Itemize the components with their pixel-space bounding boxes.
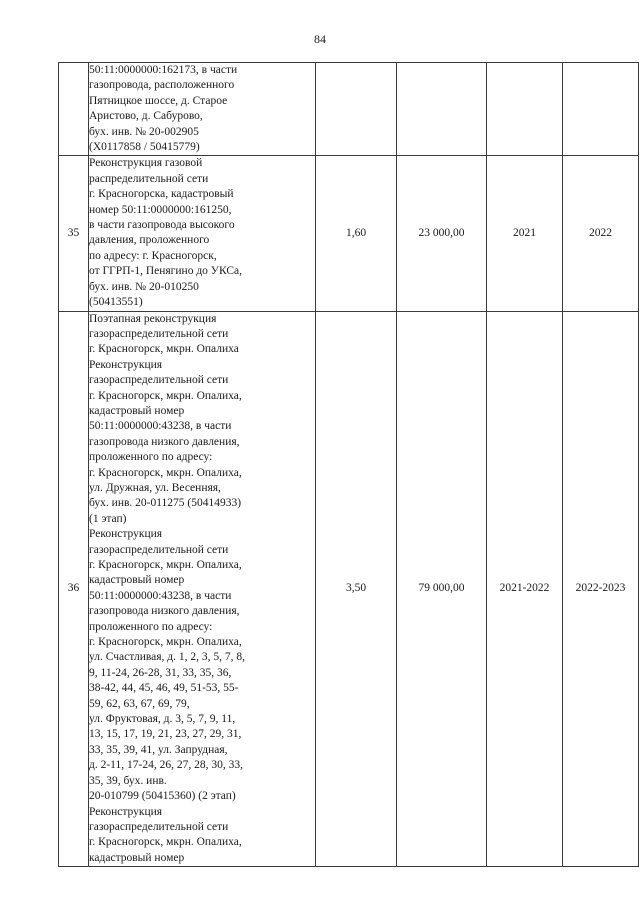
table-row [59, 63, 639, 156]
object-description-cell [89, 63, 316, 156]
description-line: бух. инв. № 20-002905 [89, 125, 199, 138]
cost-cell: 23 000,00 [397, 156, 487, 311]
description-line: бух. инв. 20-011275 (50414933) [89, 497, 242, 510]
description-line: газопровода низкого давления, [89, 435, 240, 448]
description-line: проложенного по адресу: [89, 451, 213, 464]
description-line: газораспределительной сети [89, 374, 229, 387]
description-line: 20-010799 (50415360) (2 этап) [89, 790, 236, 803]
description-line: газопровода низкого давления, [89, 605, 240, 618]
description-line: газораспределительной сети [89, 820, 229, 833]
row-number-cell: 35 [59, 156, 89, 311]
description-line: кадастровый номер [89, 574, 185, 587]
description-line: г. Красногорск, мкрн. Опалиха [89, 343, 239, 356]
description-line: газораспределительной сети [89, 327, 229, 340]
description-line: по адресу: г. Красногорск, [89, 249, 217, 262]
end-year-cell [563, 63, 639, 156]
start-year-cell: 2021-2022 [487, 311, 563, 867]
description-line: Реконструкция [89, 528, 163, 541]
cost-cell [397, 63, 487, 156]
investment-table [58, 62, 639, 867]
description-line: бух. инв. № 20-010250 [89, 280, 199, 293]
description-line: 38-42, 44, 45, 46, 49, 51-53, 55- [89, 682, 239, 695]
description-line: 50:11:0000000:162173, в части [89, 64, 238, 76]
description-line: ул. Счастливая, д. 1, 2, 3, 5, 7, 8, [89, 651, 246, 664]
description-line: давления, проложенного [89, 234, 210, 247]
row-number-cell [59, 63, 89, 156]
description-line: кадастровый номер [89, 404, 185, 417]
description-line: г. Красногорск, мкрн. Опалиха, [89, 559, 242, 571]
page-number: 84 [314, 32, 326, 46]
row-number-cell: 36 [59, 311, 89, 867]
end-year-cell: 2022-2023 [563, 311, 639, 867]
description-line: проложенного по адресу: [89, 620, 213, 633]
description-line: 50:11:0000000:43238, в части [89, 420, 232, 433]
length-cell [316, 63, 397, 156]
description-line: (Х0117858 / 50415779) [89, 141, 200, 154]
description-line: в части газопровода высокого [89, 219, 235, 232]
description-line: г. Красногорск, мкрн. Опалиха, [89, 636, 242, 649]
description-line: (1 этап) [89, 512, 127, 525]
description-line: 33, 35, 39, 41, ул. Запрудная, [89, 743, 228, 756]
description-line: Поэтапная реконструкция [89, 312, 217, 325]
object-description-cell [89, 311, 316, 867]
table-row [59, 156, 639, 311]
object-description-cell [89, 156, 316, 311]
description-line: ул. Дружная, ул. Весенняя, [89, 481, 221, 494]
description-line: г. Красногорск, мкрн. Опалиха, [89, 389, 242, 402]
description-line: газораспределительной сети [89, 543, 229, 556]
description-line: 50:11:0000000:43238, в части [89, 589, 232, 602]
table-body [59, 63, 639, 867]
length-cell: 1,60 [316, 156, 397, 311]
description-line: 9, 11-24, 26-28, 31, 33, 35, 36, [89, 666, 232, 679]
description-line: 59, 62, 63, 67, 69, 79, [89, 697, 190, 710]
description-line: 13, 15, 17, 19, 21, 23, 27, 29, 31, [89, 728, 242, 741]
description-line: Пятницкое шоссе, д. Старое [89, 94, 228, 107]
start-year-cell: 2021 [487, 156, 563, 311]
start-year-cell [487, 63, 563, 156]
table-row [59, 311, 639, 867]
description-line: от ГГРП-1, Пенягино до УКСа, [89, 265, 242, 278]
cost-cell: 79 000,00 [397, 311, 487, 867]
description-line: г. Красногорска, кадастровый [89, 188, 234, 201]
description-line: Аристово, д. Сабурово, [89, 110, 203, 123]
end-year-cell: 2022 [563, 156, 639, 311]
description-line: номер 50:11:0000000:161250, [89, 203, 232, 216]
description-line: ул. Фруктовая, д. 3, 5, 7, 9, 11, [89, 713, 236, 726]
description-line: распределительной сети [89, 172, 209, 185]
description-line: д. 2-11, 17-24, 26, 27, 28, 30, 33, [89, 759, 243, 772]
description-line: 35, 39, бух. инв. [89, 774, 167, 787]
description-line: Реконструкция [89, 358, 163, 371]
description-line: Реконструкция [89, 805, 163, 818]
description-line: газопровода, расположенного [89, 79, 235, 92]
description-line: Реконструкция газовой [89, 157, 203, 170]
description-line: кадастровый номер [89, 851, 185, 864]
length-cell: 3,50 [316, 311, 397, 867]
description-line: (50413551) [89, 296, 143, 309]
description-line: г. Красногорск, мкрн. Опалиха, [89, 836, 242, 849]
description-line: г. Красногорск, мкрн. Опалиха, [89, 466, 242, 479]
